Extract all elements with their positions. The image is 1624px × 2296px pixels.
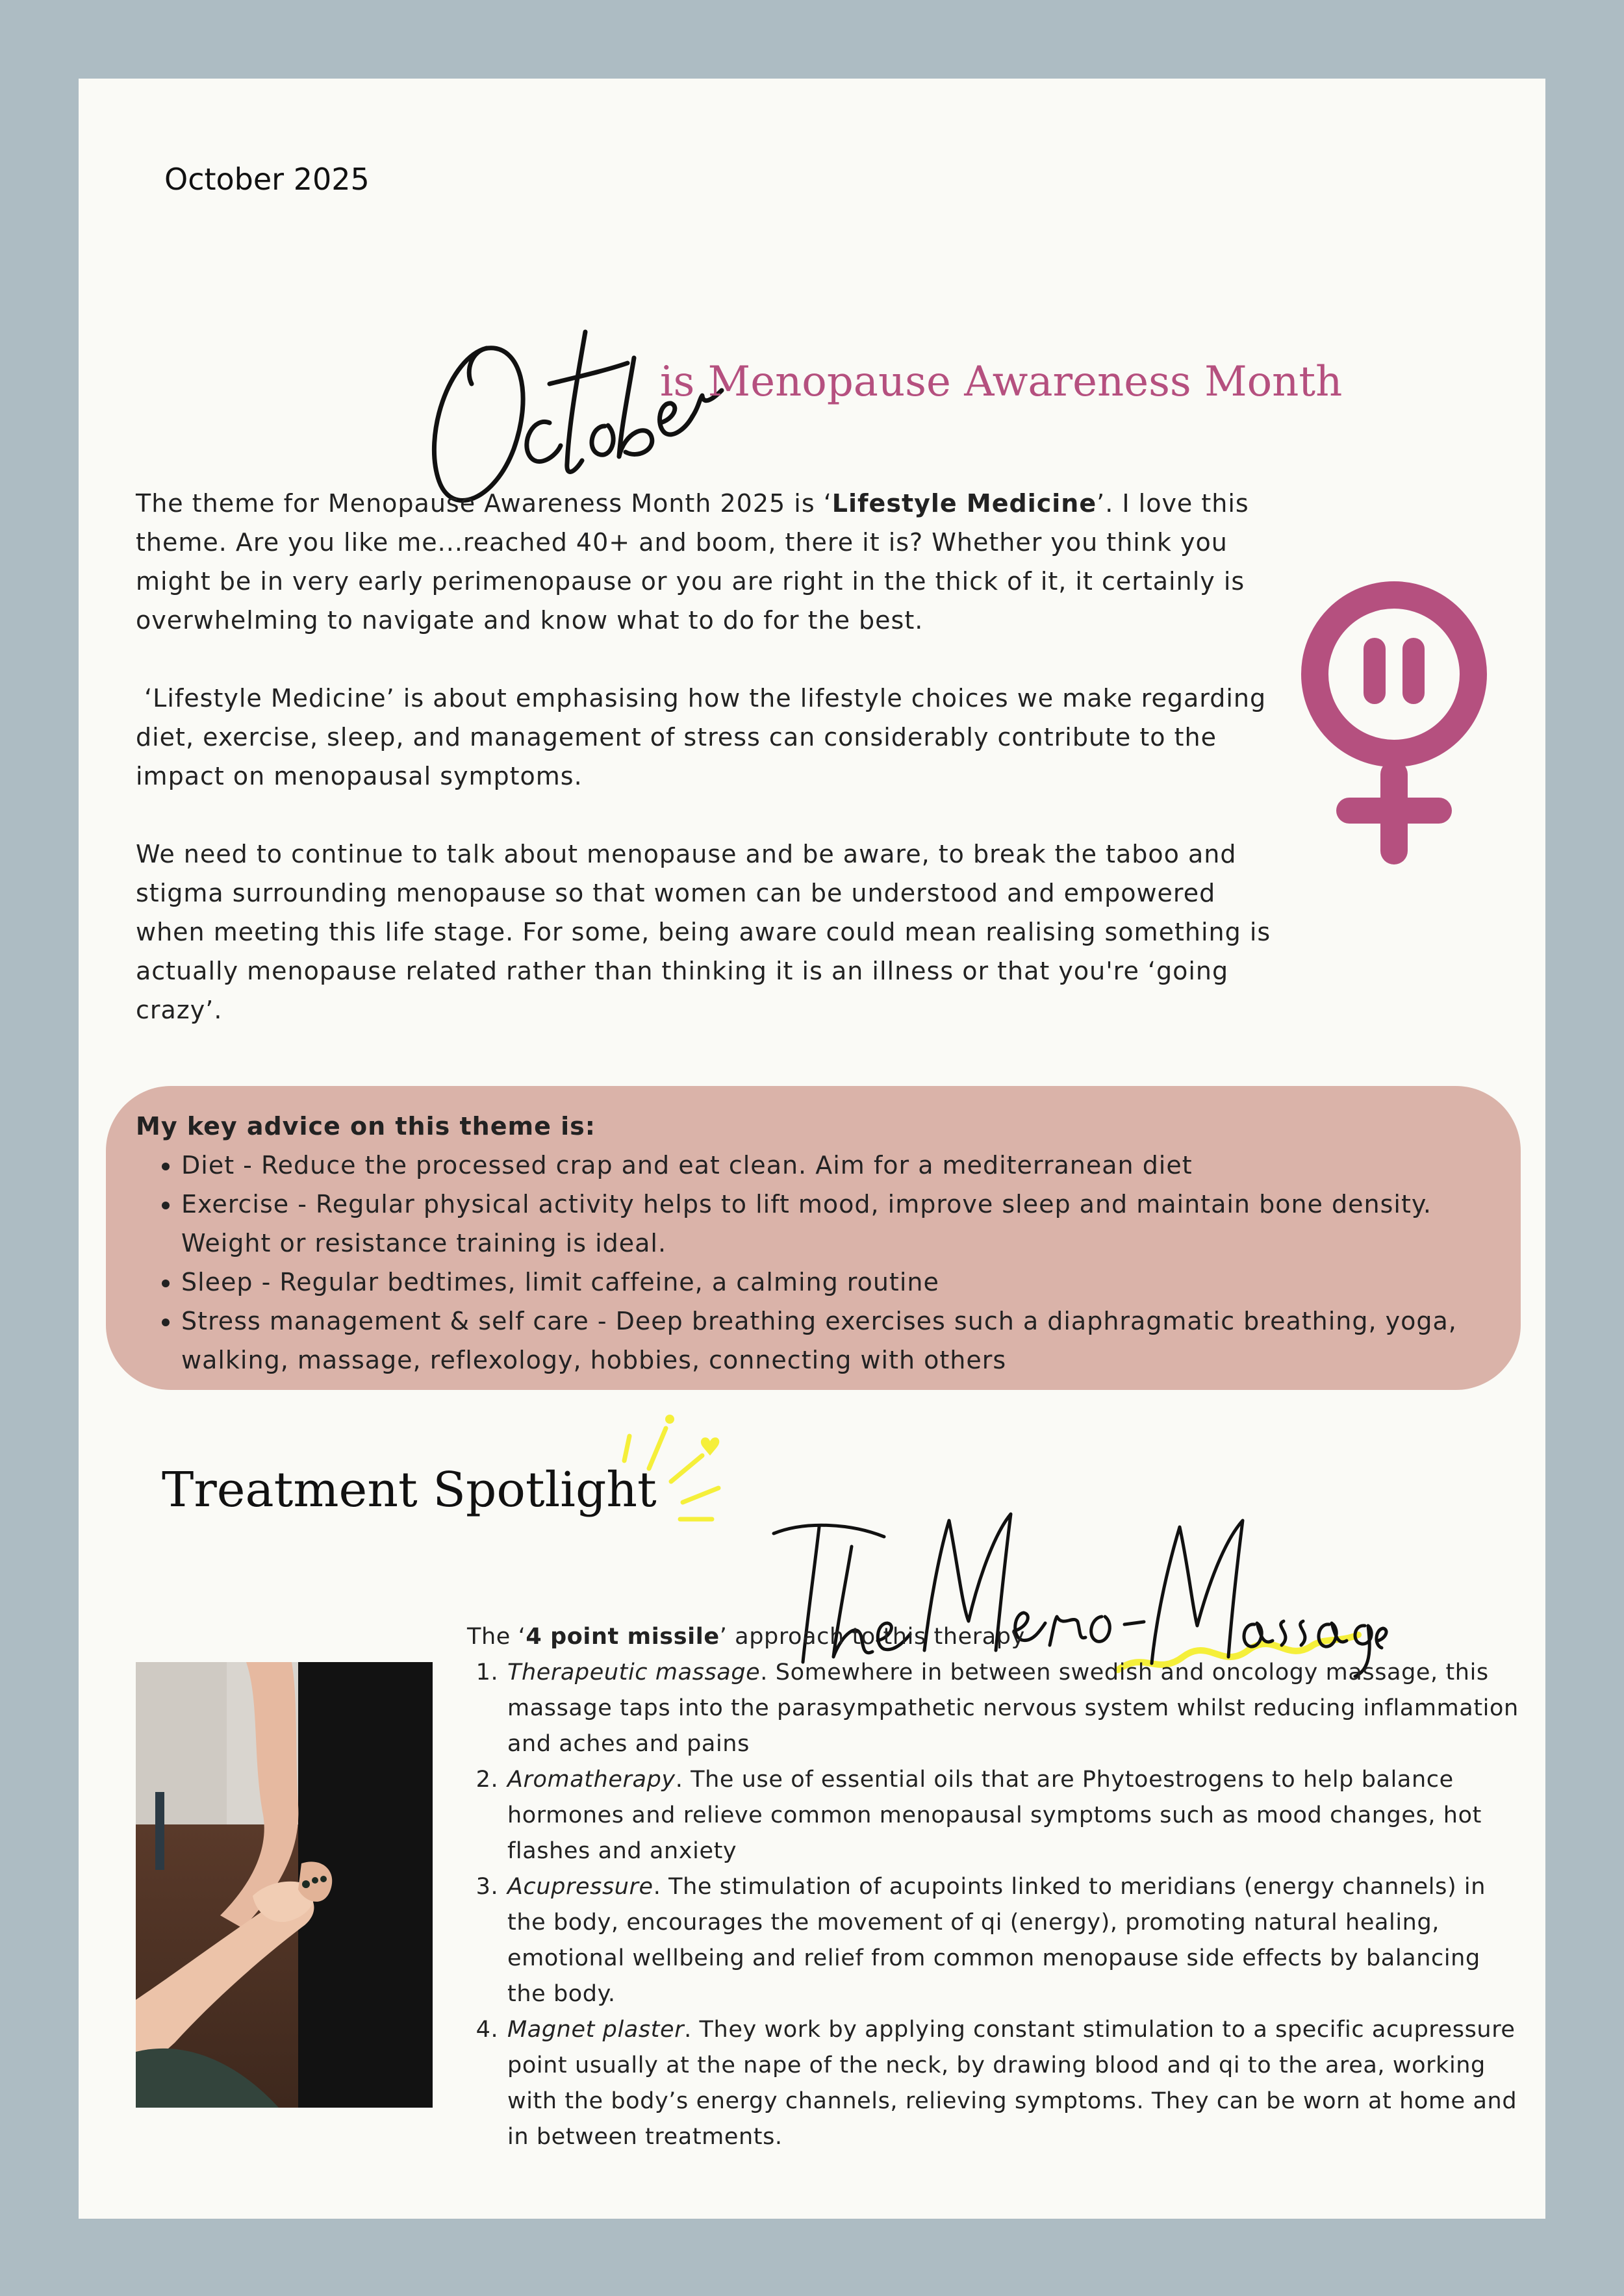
approach-intro: The ‘4 point missile’ approach to this therapy — [467, 1624, 1025, 1650]
intro-paragraph-1: The theme for Menopause Awareness Month 2025 is ‘Lifestyle Medicine’. I love this theme. Are you like me...reached 40+ and boom, there it is? Whether you think you might be in very early perimenopause or you are right in the thick of it, it certainly is overwhelming to navigate and know what to do for the best. — [136, 489, 1249, 635]
advice-item: • Sleep - Regular bedtimes, limit caffeine, a calming routine — [181, 1263, 1495, 1302]
treatment-item: 4. Magnet plaster. They work by applying constant stimulation to a specific acupressure point usually at the nape of the neck, by drawing blood and qi to the area, working with the body’s energy channels, relieving symptoms. They can be worn at home and in between treatments. — [506, 2012, 1519, 2155]
key-advice-box — [106, 1086, 1521, 1390]
advice-item: • Stress management & self care - Deep breathing exercises such a diaphragmatic breathing, yoga, walking, massage, reflexology, hobbies, connecting with others — [181, 1302, 1495, 1380]
advice-heading: My key advice on this theme is: — [136, 1112, 596, 1141]
treatment-term: Therapeutic massage — [507, 1659, 761, 1685]
newsletter-page — [79, 79, 1545, 2219]
treatment-item: 2. Aromatherapy. The use of essential oils that are Phytoestrogens to help balance hormones and relieve common menopausal symptoms such as mood changes, hot flashes and anxiety — [506, 1762, 1519, 1869]
treatment-item: 1. Therapeutic massage. Somewhere in between swedish and oncology massage, this massage taps into the parasympathetic nervous system whilst reducing inflammation and aches and pains — [506, 1655, 1519, 1762]
intro-paragraph-2: ‘Lifestyle Medicine’ is about emphasising how the lifestyle choices we make regarding diet, exercise, sleep, and management of stress can considerably contribute to the impact on menopausal symptoms. — [136, 684, 1267, 790]
treatment-term: Aromatherapy — [507, 1767, 676, 1793]
advice-item: • Exercise - Regular physical activity helps to lift mood, improve sleep and maintain bone density. Weight or resistance training is ideal. — [181, 1185, 1495, 1263]
treatment-spotlight-heading: Treatment Spotlight — [162, 1462, 657, 1518]
sparkle-decoration-icon — [598, 1410, 754, 1540]
issue-date: October 2025 — [164, 162, 370, 197]
theme-name: Lifestyle Medicine — [831, 489, 1097, 518]
advice-list — [136, 1146, 1495, 1380]
treatment-term: Acupressure — [507, 1874, 653, 1900]
treatment-description — [467, 1619, 1519, 2155]
advice-item: • Diet - Reduce the processed crap and eat clean. Aim for a mediterranean diet — [181, 1146, 1495, 1185]
treatment-term: Magnet plaster — [507, 2017, 685, 2043]
approach-name: 4 point missile — [526, 1624, 720, 1650]
treatment-list — [467, 1655, 1519, 2155]
intro-paragraph-3: We need to continue to talk about menopause and be aware, to break the taboo and stigma surrounding menopause so that women can be understood and empowered when meeting this life stage. For some, being aware could mean realising something is actually menopause related rather than thinking it is an illness or that you're ‘going crazy’. — [136, 840, 1271, 1024]
female-symbol-icon — [1299, 572, 1506, 871]
intro-text — [136, 484, 1292, 1068]
title-heading: is Menopause Awareness Month — [660, 358, 1343, 406]
treatment-item: 3. Acupressure. The stimulation of acupoints linked to meridians (energy channels) in the body, encourages the movement of qi (energy), promoting natural healing, emotional wellbeing and relief from common menopause side effects by balancing the body. — [506, 1869, 1519, 2012]
massage-photo — [136, 1662, 433, 2108]
